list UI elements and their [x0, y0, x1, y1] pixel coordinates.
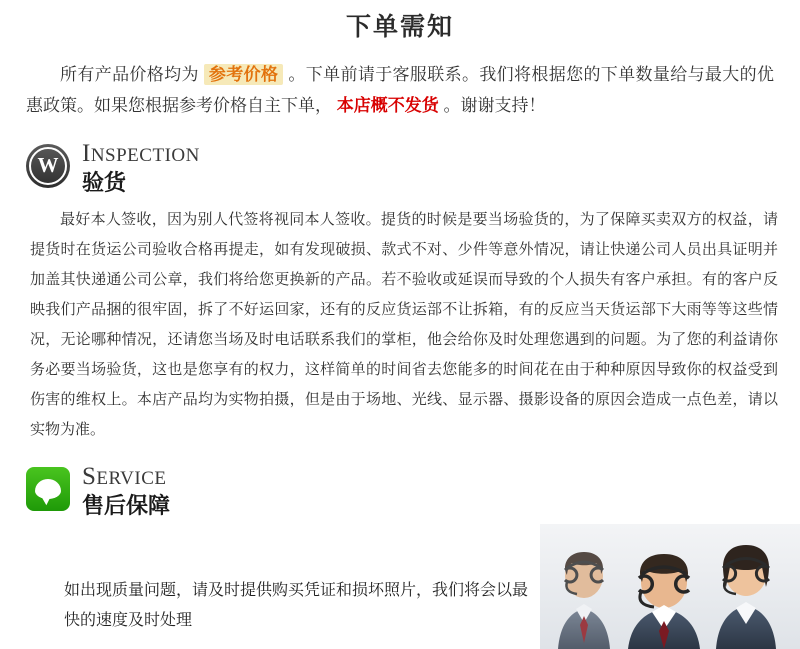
section-title-en-rest-service: ERVICE	[96, 467, 167, 489]
wordpress-icon-letter: W	[29, 147, 67, 185]
section-title-block-inspection	[82, 140, 200, 197]
section-header-service	[0, 463, 800, 520]
intro-part-1: 所有产品价格均为	[60, 65, 199, 84]
service-block	[0, 524, 800, 649]
section-body-inspection: 最好本人签收，因为别人代签将视同本人签收。提货的时候是要当场验货的，为了保障买卖双方的权益，请提货时在货运公司验收合格再提走，如有发现破损、款式不对、少件等意外情况，请让快递公司人员出具证明并加盖其快递通公司公章，我们将给您更换新的产品。若不验收或延误而导致的个人损失有客户承担。有的客户反映我们产品捆的很牢固，拆了不好运回家，还有的反应货运部不让拆箱，有的反应当天货运部下大雨等等这些情况，无论哪种情况，还请您当场及时电话联系我们的掌柜，他会给你及时处理您遇到的问题。为了您的利益请你务必要当场验货，这也是您享有的权力，这样简单的时间省去您能多的时间花在由于种种原因导致你的权益受到伤害的维权上。本店产品均为实物拍摄，但是由于场地、光线、显示器、摄影设备的原因会造成一点色差，请以实物为准。	[30, 210, 778, 438]
page-title: 下单需知	[345, 13, 454, 41]
section-header-inspection	[0, 140, 800, 197]
intro-part-2: 。下单前请于客服联系。我们将根据您的下单数量给与最大的优惠政策。如果您根据参考价格自主下单，	[26, 65, 774, 116]
customer-service-agents-photo	[540, 524, 800, 649]
chat-bubble-shape	[35, 479, 61, 499]
no-shipping-warning: 本店概不发货	[336, 96, 439, 116]
reference-price-highlight: 参考价格	[204, 64, 283, 85]
section-title-en-inspection	[82, 140, 200, 168]
section-title-cn-inspection: 验货	[82, 170, 127, 196]
wordpress-icon	[26, 144, 70, 188]
section-body-service: 如出现质量问题，请及时提供购买凭证和损坏照片，我们将会以最快的速度及时处理	[64, 581, 529, 630]
section-title-en-cap-inspection: I	[82, 139, 91, 167]
intro-paragraph	[26, 59, 774, 122]
chat-bubble-icon	[26, 467, 70, 511]
intro-part-3: 。谢谢支持！	[443, 96, 546, 116]
section-title-en-service	[82, 463, 170, 491]
section-title-block-service	[82, 463, 170, 520]
section-title-en-cap-service: S	[82, 462, 97, 490]
section-title-en-rest-inspection: NSPECTION	[90, 144, 200, 166]
section-title-cn-service: 售后保障	[82, 493, 171, 519]
